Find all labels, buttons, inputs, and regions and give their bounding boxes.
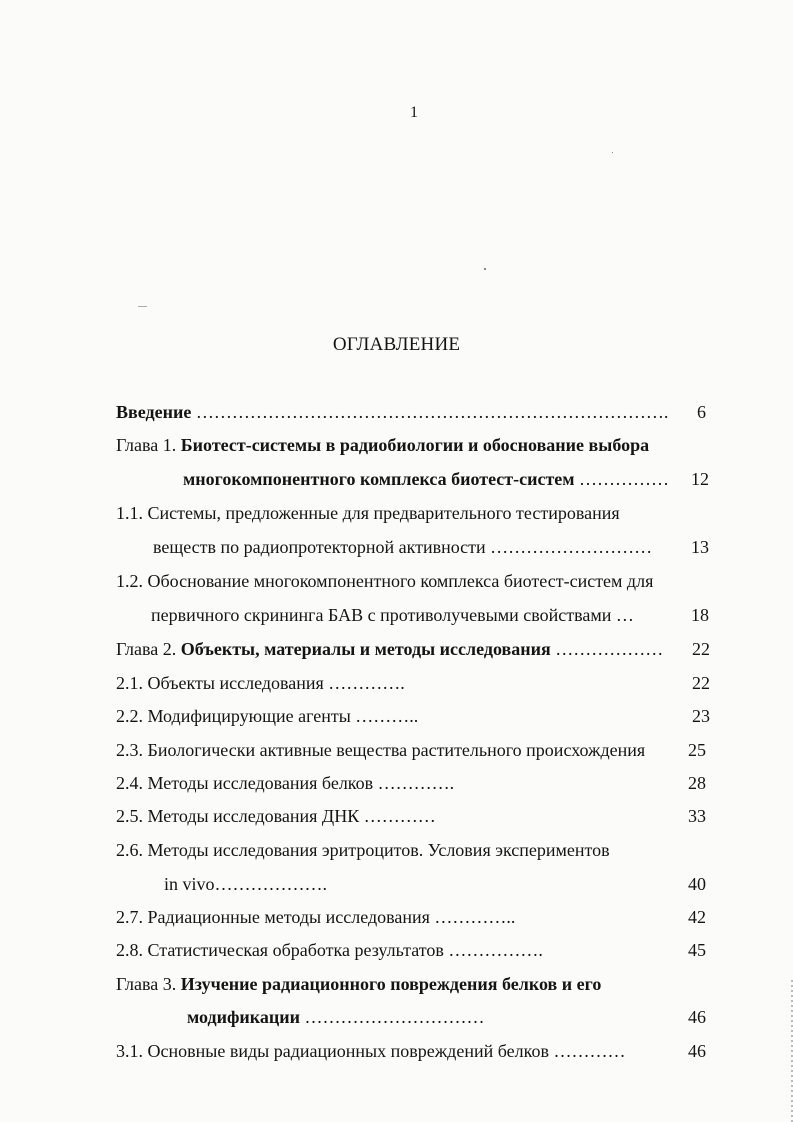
toc-page-number: 46 <box>688 1041 706 1061</box>
toc-entry-2-3: 2.3. Биологически активные вещества растительного происхождения <box>116 740 646 760</box>
toc-page-number: 18 <box>691 605 709 625</box>
scan-speck <box>612 152 613 153</box>
toc-page-number: 22 <box>692 673 710 693</box>
toc-entry-chapter-2 <box>116 638 663 660</box>
toc-title: ОГЛАВЛЕНИЕ <box>332 334 461 355</box>
toc-page-number: 12 <box>691 469 709 489</box>
toc-page-number: 28 <box>688 773 706 793</box>
toc-entry-2-6: 2.6. Методы исследования эритроцитов. Условия экспериментов <box>116 840 610 860</box>
toc-page-number: 6 <box>697 402 706 422</box>
toc-entry-chapter-3-cont <box>187 1006 485 1028</box>
toc-leader: ……………… <box>550 639 664 659</box>
toc-leader: …………… <box>574 469 670 489</box>
scan-mark <box>138 306 147 307</box>
scan-speck <box>484 268 486 270</box>
toc-entry-label: Введение <box>116 402 192 422</box>
toc-entry-chapter-1 <box>116 434 649 456</box>
toc-page-number: 42 <box>688 907 706 927</box>
toc-leader: ………………………… <box>300 1007 485 1027</box>
toc-entry-label: многокомпонентного комплекса биотест-систем <box>183 469 575 489</box>
toc-entry-chapter-3 <box>116 973 601 995</box>
toc-chapter-prefix: Глава 2. <box>116 639 181 659</box>
toc-entry-3-1: 3.1. Основные виды радиационных повреждений белков ………… <box>116 1041 626 1061</box>
toc-entry-1-1-cont: веществ по радиопротекторной активности ……………………… <box>153 537 653 557</box>
toc-page-number: 40 <box>688 874 706 894</box>
toc-entry-2-7: 2.7. Радиационные методы исследования ………….. <box>116 907 516 927</box>
toc-entry-2-8: 2.8. Статистическая обработка результатов ……………. <box>116 940 543 960</box>
toc-entry-2-2: 2.2. Модифицирующие агенты ……….. <box>116 706 419 726</box>
toc-page-number: 13 <box>691 537 709 557</box>
toc-page-number: 22 <box>692 639 710 659</box>
toc-chapter-prefix: Глава 3. <box>116 974 181 994</box>
toc-entry-introduction <box>116 401 668 423</box>
toc-entry-label: Объекты, материалы и методы исследования <box>180 639 551 659</box>
toc-chapter-prefix: Глава 1. <box>116 435 181 455</box>
toc-entry-1-2: 1.2. Обоснование многокомпонентного комплекса биотест-систем для <box>116 571 654 591</box>
toc-entry-1-2-cont: первичного скрининга БАВ с противолучевыми свойствами … <box>151 605 634 625</box>
toc-page-number: 25 <box>688 740 706 760</box>
toc-entry-label: модификации <box>187 1007 301 1027</box>
toc-entry-label: Биотест-системы в радиобиологии и обоснование выбора <box>180 435 650 455</box>
toc-entry-1-1: 1.1. Системы, предложенные для предварительного тестирования <box>116 503 620 523</box>
toc-page-number: 46 <box>688 1007 706 1027</box>
toc-leader: ……………………………………………………………………. <box>191 402 669 422</box>
toc-entry-label: Изучение радиационного повреждения белков и его <box>180 974 602 994</box>
toc-entry-2-1: 2.1. Объекты исследования …………. <box>116 673 405 693</box>
toc-page-number: 45 <box>688 940 706 960</box>
toc-entry-2-6-cont: in vivo………………. <box>164 874 328 894</box>
toc-entry-2-5: 2.5. Методы исследования ДНК ………… <box>116 806 436 826</box>
toc-entry-2-4: 2.4. Методы исследования белков …………. <box>116 773 455 793</box>
toc-entry-chapter-1-cont <box>183 468 669 490</box>
toc-page-number: 23 <box>692 706 710 726</box>
toc-page-number: 33 <box>688 806 706 826</box>
page-number: 1 <box>410 104 418 121</box>
